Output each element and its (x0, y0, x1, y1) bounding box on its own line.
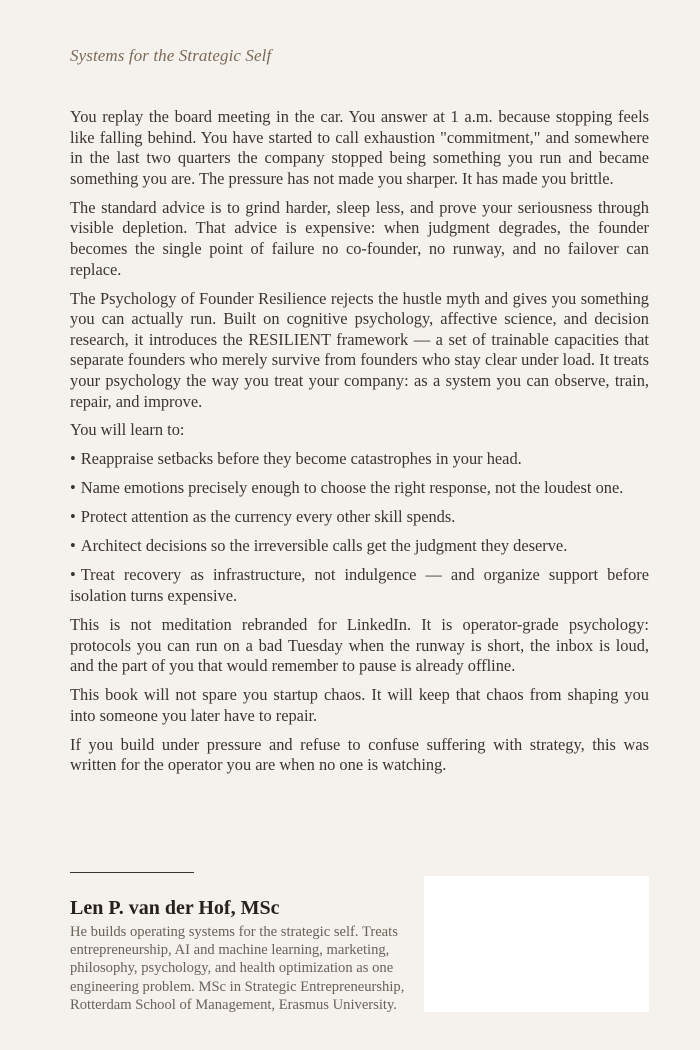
bullet-text: Reappraise setbacks before they become catastrophes in your head. (80, 449, 522, 469)
blurb-paragraph: You replay the board meeting in the car. You answer at 1 a.m. because stopping feels like falling behind. You have started to call exhaustion "commitment," and somewhere in the last two quarters the company stopped being something you run and became something you are. The pressure has not made you sharper. It has made you brittle. (70, 107, 649, 188)
series-title: Systems for the Strategic Self (70, 46, 272, 65)
blurb-paragraph: The Psychology of Founder Resilience rejects the hustle myth and gives you something you can actually run. Built on cognitive psychology, affective science, and decision research, it introduces the RESILIENT framework — a set of trainable capacities that separate founders who merely survive from founders who stay clear under load. It treats your psychology the way you treat your company: as a system you can observe, train, repair, and improve. (70, 288, 649, 411)
blurb-paragraph: The standard advice is to grind harder, sleep less, and prove your seriousness through visible depletion. That advice is expensive: when judgment degrades, the founder becomes the single point of failure no co-founder, no runway, and no failover can replace. (70, 197, 649, 279)
bullet-item (70, 507, 649, 528)
bullet-item (70, 449, 649, 470)
bullet-item (70, 565, 649, 606)
author-photo-placeholder (424, 876, 649, 1012)
learn-intro: You will learn to: (70, 420, 185, 440)
bullet-item (70, 478, 649, 499)
closing-paragraph: This book will not spare you startup chaos. It will keep that chaos from shaping you into someone you later have to repair. (70, 685, 649, 725)
bullet-text: Architect decisions so the irreversible calls get the judgment they deserve. (80, 536, 568, 556)
bullet-icon: • (70, 449, 76, 469)
bullet-icon: • (70, 536, 76, 556)
bullet-text: Protect attention as the currency every other skill spends. (80, 507, 456, 527)
closing-paragraph: This is not meditation rebranded for LinkedIn. It is operator-grade psychology: protocols you can run on a bad Tuesday when the runway is short, the inbox is loud, and the part of you that would remember to pause is already offline. (70, 614, 649, 676)
closing-paragraph: If you build under pressure and refuse to confuse suffering with strategy, this was written for the operator you are when no one is watching. (70, 734, 649, 775)
bullet-text: Name emotions precisely enough to choose the right response, not the loudest one. (80, 478, 624, 498)
author-bio: He builds operating systems for the strategic self. Treats entrepreneurship, AI and machine learning, marketing, philosophy, psychology, and health optimization as one engineering problem. MSc in Strategic Entrepreneurship, Rotterdam School of Management, Erasmus University. (70, 924, 405, 1013)
blurb-body (70, 107, 649, 784)
author-name: Len P. van der Hof, MSc (70, 897, 280, 919)
bullet-text: Treat recovery as infrastructure, not indulgence — and organize support before isolation turns expensive. (70, 565, 649, 605)
bullet-icon: • (70, 507, 76, 527)
divider (70, 872, 194, 873)
bullet-icon: • (70, 478, 76, 498)
bullet-item (70, 536, 649, 557)
bullet-icon: • (70, 565, 76, 585)
